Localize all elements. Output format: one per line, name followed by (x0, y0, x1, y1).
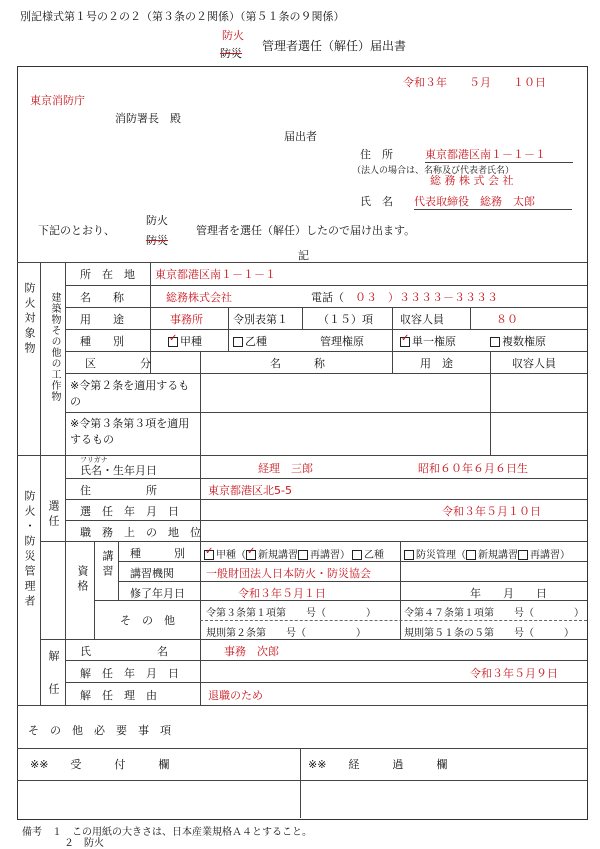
otsu-checkbox[interactable] (352, 550, 362, 560)
tel-value: ０３ ）３３３３－３３３３ (355, 291, 498, 304)
new-course-checkbox[interactable] (246, 550, 256, 560)
auth-b-option[interactable]: 複数権原 (490, 333, 546, 349)
rei-label: 令別表第１ (233, 313, 288, 326)
name-label: 氏 名 (360, 195, 393, 208)
fire-course-kind[interactable]: ✓ 甲種（✓ 新規講習 再講習） 乙種 (204, 546, 384, 561)
furigana-label: フリガナ (80, 456, 108, 464)
appoint-side-label: 選任 (47, 500, 60, 530)
kreason-label: 解 任 理 由 (80, 689, 157, 702)
other-items-label: そ の 他 必 要 事 項 (28, 724, 171, 737)
kikan-label: 講習機関 (130, 567, 174, 580)
shuryo-label: 修了年月日 (130, 587, 185, 600)
mname-label: 氏名・生年月日 (80, 464, 157, 477)
th-name: 名 称 (270, 357, 325, 370)
th-use: 用 途 (420, 357, 453, 370)
kikan-value: 一般財団法人日本防火・防災協会 (206, 567, 371, 580)
location-label: 所 在 地 (80, 268, 135, 281)
kind-label: 種 別 (80, 335, 124, 348)
maddr-value: 東京都港区北5-5 (208, 484, 292, 497)
auth-a-option[interactable]: ✓ 単一権原 (400, 333, 456, 349)
location-value: 東京都港区南１－１－１ (155, 268, 276, 281)
auth-b-checkbox[interactable] (490, 337, 500, 347)
rule-2: ※令第３条第３項を適用するもの (70, 417, 190, 446)
course-label: 講習 (101, 550, 114, 580)
submission-date: 令和３年 ５月 １０日 (403, 76, 546, 89)
ki-label: 記 (298, 249, 309, 262)
tel-label: 電話（ (311, 291, 344, 304)
capacity-value: ８０ (496, 313, 518, 326)
kind-a-checkbox[interactable] (168, 337, 178, 347)
rule-1: ※令第２条を適用するもの (70, 379, 190, 408)
bousai-checkbox[interactable] (404, 550, 414, 560)
statement-body: 管理者を選任（解任）したので届け出ます。 (196, 224, 416, 237)
birth-value: 昭和６０年６月６日生 (418, 462, 528, 475)
bousai-re-checkbox[interactable] (518, 550, 528, 560)
bname-label: 名 称 (80, 291, 124, 304)
applicant-label: 届出者 (284, 130, 317, 143)
form-number: 別記様式第１号の２の２（第３条の２関係）（第５１条の９関係） (20, 10, 345, 23)
fire-department: 東京消防庁 (30, 94, 85, 107)
dismiss-side-label: 解任 (47, 650, 60, 716)
re-course-checkbox[interactable] (298, 550, 308, 560)
kind-a-option[interactable]: ✓ 甲種 (168, 333, 202, 349)
address-label: 住 所 (360, 148, 393, 161)
progress-label: ※※ 経 過 欄 (308, 758, 448, 771)
corp-name: 総 務 株 式 会 社 (430, 174, 514, 187)
position-label: 職 務 上 の 地 位 (80, 526, 201, 539)
building-side-label: 建築物その他の工作物 (49, 292, 60, 402)
other-rule-4: 規則第５１条の５第 号（ ） (404, 628, 574, 639)
kind-b-option[interactable]: 乙種 (233, 333, 267, 349)
shubetsu-label: 種 別 (130, 547, 185, 560)
auth-label: 管理権原 (320, 335, 364, 348)
other-rule-2: 規則第２条第 号（ ） (206, 628, 366, 639)
other-rule-1: 令第３条第１項第 号（ ） (206, 608, 376, 619)
shuryo-value: 令和３年５月１日 (238, 587, 326, 600)
statement-insert: 防火 (146, 214, 168, 227)
receipt-label: ※※ 受 付 欄 (30, 758, 170, 771)
applicant-name: 代表取締役 総務 太郎 (414, 193, 572, 210)
other-label: そ の 他 (120, 614, 175, 627)
kdate-value: 令和３年５月９日 (470, 667, 558, 680)
remarks-note: 備考 １ この用紙の大きさは、日本産業規格Ａ４とすること。 (22, 827, 312, 838)
use-label: 用 途 (80, 313, 124, 326)
use-value: 事務所 (170, 313, 203, 326)
capacity-label: 収容人員 (400, 313, 444, 326)
target-side-label: 防火対象物 (23, 282, 36, 357)
maddr-label: 住 所 (80, 484, 157, 497)
kind-b-checkbox[interactable] (233, 337, 243, 347)
title-insert-bouka: 防火 (222, 29, 244, 42)
form-title: 管理者選任（解任）届出書 (262, 39, 407, 53)
chief-title: 消防署長 殿 (115, 112, 181, 125)
disaster-course-kind[interactable]: 防災管理（ 新規講習 再講習） (404, 546, 570, 561)
rei-value: （１５）項 (318, 313, 373, 326)
statement-pre: 下記のとおり、 (38, 224, 115, 237)
statement-struck: 防災 (146, 234, 168, 247)
corp-note: （法人の場合は、名称及び代表者氏名） (352, 166, 515, 176)
kreason-value: 退職のため (208, 689, 263, 702)
auth-a-checkbox[interactable] (400, 337, 410, 347)
th-capacity: 収容人員 (512, 357, 556, 370)
appoint-label: 選 任 年 月 日 (80, 505, 179, 518)
appoint-value: 令和３年５月１０日 (442, 505, 541, 518)
kdate-label: 解 任 年 月 日 (80, 667, 179, 680)
kname-value: 事務 次郎 (224, 645, 279, 658)
kname-label: 氏 名 (80, 645, 168, 658)
qualification-label: 資格 (76, 565, 89, 595)
fire-a-checkbox[interactable] (204, 550, 214, 560)
shuryo-blank: 年 月 日 (470, 587, 547, 600)
title-struck-bousai: 防災 (220, 47, 242, 60)
manager-side-label: 防火・防災管理者 (23, 490, 36, 610)
mname-value: 経理 三郎 (258, 462, 313, 475)
bname-value: 総務株式会社 (166, 291, 232, 304)
th-division: 区 分 (85, 357, 151, 370)
other-rule-3: 令第４７条第１項第 号（ ） (404, 608, 584, 619)
applicant-address: 東京都港区南１－１－１ (425, 146, 573, 163)
bousai-new-checkbox[interactable] (466, 550, 476, 560)
remarks-note-2: ２ 防火 (64, 838, 104, 849)
